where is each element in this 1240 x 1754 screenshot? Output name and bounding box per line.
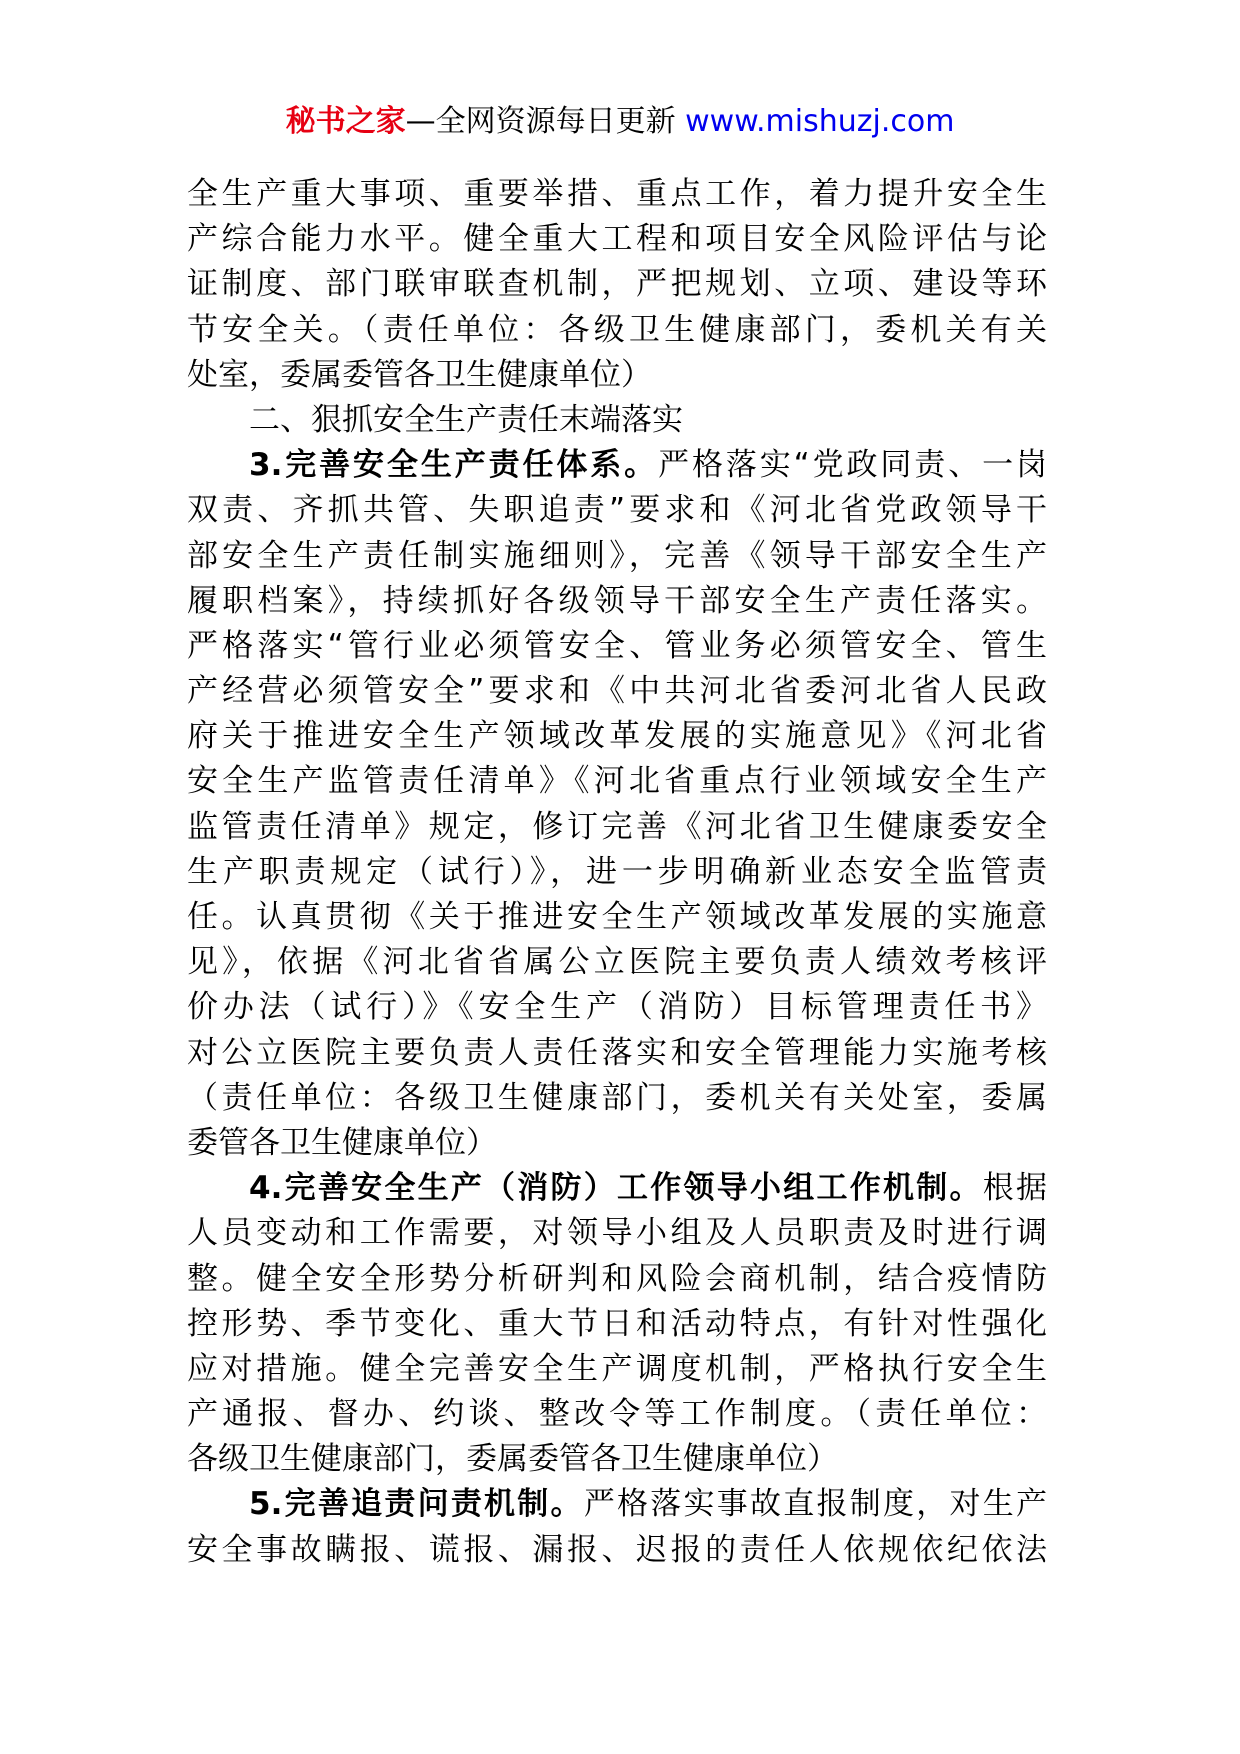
- text-line: 双责、齐抓共管、失职追责”要求和《河北省党政领导干: [187, 492, 1047, 529]
- text-line: 任。认真贯彻《关于推进安全生产领域改革发展的实施意: [187, 899, 1047, 935]
- item-4-title: 4.完善安全生产（消防）工作领导小组工作机制。: [249, 1170, 983, 1207]
- site-brand: 秘书之家: [285, 104, 406, 139]
- text-line: 委管各卫生健康单位）: [187, 1124, 497, 1161]
- item-5-heading-line: 5.完善追责问责机制。严格落实事故直报制度，对生产: [249, 1486, 1047, 1523]
- text-line: 产综合能力水平。健全重大工程和项目安全风险评估与论: [187, 221, 1047, 258]
- site-url-link[interactable]: www.mishuzj.com: [685, 104, 955, 139]
- text-line: 处室，委属委管各卫生健康单位）: [187, 356, 652, 393]
- text-line: 全生产重大事项、重要举措、重点工作，着力提升安全生: [187, 176, 1047, 212]
- section-heading: 二、狠抓安全生产责任末端落实: [249, 401, 683, 438]
- text-line: 产经营必须管安全”要求和《中共河北省委河北省人民政: [187, 673, 1047, 710]
- text-line: 价办法（试行）》《安全生产（消防）目标管理责任书》: [187, 989, 1047, 1026]
- item-4-heading-line: 4.完善安全生产（消防）工作领导小组工作机制。根据: [249, 1170, 1047, 1207]
- text-line: 节安全关。（责任单位：各级卫生健康部门，委机关有关: [187, 311, 1047, 348]
- text-line: 生产职责规定（试行）》，进一步明确新业态安全监管责: [187, 853, 1047, 890]
- text-line: 严格落实“管行业必须管安全、管业务必须管安全、管生: [187, 627, 1047, 664]
- text-line: 见》，依据《河北省省属公立医院主要负责人绩效考核评: [187, 944, 1047, 981]
- text-line: 安全生产监管责任清单》《河北省重点行业领域安全生产: [187, 763, 1047, 800]
- text-line: 部安全生产责任制实施细则》，完善《领导干部安全生产: [187, 537, 1047, 574]
- text-line: 监管责任清单》规定，修订完善《河北省卫生健康委安全: [187, 808, 1047, 845]
- text-line: 各级卫生健康部门，委属委管各卫生健康单位）: [187, 1441, 838, 1478]
- text-line: 对公立医院主要负责人责任落实和安全管理能力实施考核: [187, 1034, 1047, 1071]
- text-line: 履职档案》，持续抓好各级领导干部安全生产责任落实。: [187, 582, 1047, 619]
- text-line: 府关于推进安全生产领域改革发展的实施意见》《河北省: [187, 718, 1047, 755]
- text-line: 人员变动和工作需要，对领导小组及人员职责及时进行调: [187, 1215, 1047, 1252]
- item-5-title: 5.完善追责问责机制。: [249, 1486, 584, 1523]
- text-line: 安全事故瞒报、谎报、漏报、迟报的责任人依规依纪依法: [187, 1531, 1047, 1568]
- text-line: 控形势、季节变化、重大节日和活动特点，有针对性强化: [187, 1305, 1047, 1342]
- text-line: （责任单位：各级卫生健康部门，委机关有关处室，委属: [187, 1079, 1047, 1116]
- site-header: [0, 102, 1240, 142]
- text-line: 产通报、督办、约谈、整改令等工作制度。（责任单位：: [187, 1396, 1047, 1433]
- site-tagline: —全网资源每日更新: [405, 104, 676, 139]
- item-3-heading-line: 3.完善安全生产责任体系。严格落实“党政同责、一岗: [249, 447, 1047, 484]
- item-3-title: 3.完善安全生产责任体系。: [249, 447, 659, 484]
- text-line: 应对措施。健全完善安全生产调度机制，严格执行安全生: [187, 1350, 1047, 1387]
- text-line: 证制度、部门联审联查机制，严把规划、立项、建设等环: [187, 266, 1047, 303]
- text-line: 整。健全安全形势分析研判和风险会商机制，结合疫情防: [187, 1260, 1047, 1297]
- document-body: [187, 172, 1047, 1573]
